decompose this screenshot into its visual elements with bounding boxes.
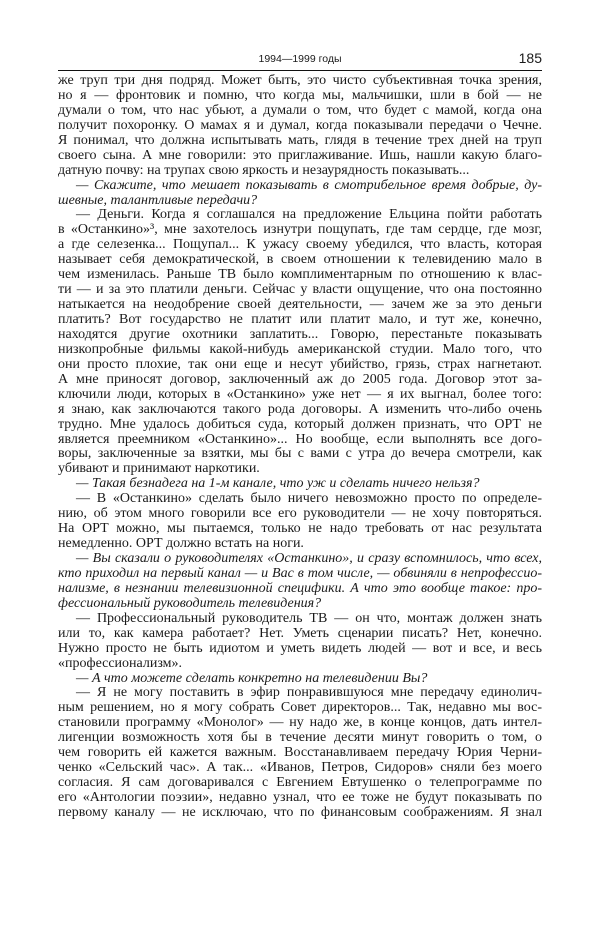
text-line: думали о том, что нас убьют, а думали о том, что будет с мамой, когда она: [58, 102, 542, 118]
text-line: ключили люди, которых в «Останкино» уже нет — я их выгнал, более того:: [58, 386, 542, 402]
text-line: чем говорить ей кажется важным. Восстанавливаем передачу Юрия Черни-: [58, 745, 542, 761]
text-line: ным решением, но я могу собрать Совет директоров... Так, недавно мы вос-: [58, 700, 542, 716]
text-line: или то, как камера работает? Нет. Уметь сценарии писать? Нет, конечно.: [58, 625, 542, 641]
text-line: — Такая безнадега на 1-м канале, что уж и сделать ничего нельзя?: [76, 476, 480, 492]
interview-answer: [58, 208, 542, 477]
text-line: но я — фронтовик и помню, что когда мы, мальчишки, шли в бой — не: [58, 87, 542, 103]
text-line: — Скажите, что мешает показывать в смотрибельное время добрые, ду-: [76, 177, 542, 193]
text-line: кто приходил на первый канал — и Вас в том числе, — обвиняли в непрофессио-: [58, 565, 542, 581]
text-line: а где селезенка... Пощупал... К ужасу своему убедился, что власть, которая: [58, 237, 542, 253]
text-line: — Я не могу поставить в эфир понравившуюся мне передачу единолич-: [76, 685, 542, 701]
text-line: — А что можете сделать конкретно на телевидении Вы?: [76, 670, 428, 686]
text-line: платить? Вот государство не платит или платит мало, и тут же, конечно,: [58, 312, 542, 327]
text-line: На ОРТ можно, мы пытаемся, только не надо требовать от нас результата: [58, 521, 542, 537]
text-line: первому каналу — не исключаю, что по финансовым соображениям. Я знал: [58, 804, 542, 820]
text-line: ти — и за это платили деньги. Сейчас у власти ощущение, что она постоянно: [58, 282, 542, 298]
interview-answer: [58, 612, 542, 672]
text-line: Нужно просто не быть идиотом и уметь видеть людей — вот и все, и весь: [58, 640, 542, 656]
text-line: — Профессиональный руководитель ТВ — он что, монтаж должен знать: [76, 610, 542, 626]
text-line: нализме, в незнании телевизионной специфики. А что это вообще такое: про-: [58, 580, 542, 596]
text-line: же труп три дня подряд. Может быть, это чисто субъективная точка зрения,: [58, 73, 542, 88]
text-line: получит похоронку. О мамах я и думал, когда показывали передачи о Чечне.: [58, 117, 542, 133]
text-line: шевные, талантливые передачи?: [58, 192, 258, 208]
text-line: — В «Останкино» сделать было ничего невозможно просто по определе-: [76, 491, 542, 507]
interview-question: [58, 179, 542, 209]
text-line: низкопробные фильмы какой-нибудь американской студии. Мало того, что: [58, 341, 542, 357]
text-line: я знаю, как заключаются такого рода договоры. А изменить что-либо очень: [58, 401, 542, 417]
text-line: А мне приносят договор, заключенный аж до 2005 года. Договор этот за-: [58, 371, 542, 387]
text-line: согласия. Я сам договаривался с Евгением Евтушенко о телепрограмме по: [58, 775, 542, 791]
page-body: [58, 74, 542, 821]
text-line: в «Останкино»³, мне захотелось изнутри пощупать, где там сердце, где мозг,: [58, 222, 542, 238]
text-line: нию, об этом много говорили все его руководители — не хочу повторяться.: [58, 506, 542, 522]
text-line: фессиональный руководитель телевидения?: [58, 595, 322, 611]
text-line: «профессионализм».: [58, 655, 183, 671]
text-line: называет себя демократической, в своем отношении к телевидению мало в: [58, 252, 542, 268]
text-line: натыкается на неодобрение своей деятельности, — зачем же за это деньги: [58, 297, 542, 313]
text-line: убивают и принимают наркотики.: [58, 461, 260, 477]
text-line: трудно. Мне удалось добиться суда, который должен признать, что ОРТ не: [58, 416, 542, 432]
interview-question: [58, 477, 542, 492]
text-line: — Деньги. Когда я соглашался на предложение Ельцина пойти работать: [76, 207, 542, 223]
text-line: датную почву: на трупах свою яркость и незаурядность показывать...: [58, 162, 470, 178]
interview-answer: [58, 492, 542, 552]
text-line: становили программу «Монолог» — ну надо же, в конце концов, дать интел-: [58, 715, 542, 731]
text-line: является преемником «Останкино»... Но вообще, если выполнять все дого-: [58, 431, 542, 447]
running-title: 1994—1999 годы: [258, 53, 342, 65]
page-header: [58, 50, 542, 71]
text-line: его «Антологии поэзии», недавно узнал, что ее тоже не будут показывать по: [58, 790, 542, 805]
text-line: — Вы сказали о руководителях «Останкино», и сразу вспомнилось, что всех,: [76, 551, 542, 566]
text-line: чем изменилась. Раньше ТВ было комплиментарным по отношению к влас-: [58, 267, 542, 283]
interview-answer: [58, 74, 542, 179]
text-line: они просто плохие, так они еще и несут убийство, грязь, страх нагнетают.: [58, 356, 542, 372]
page-number: 185: [518, 50, 542, 66]
text-line: немедленно. ОРТ должно встать на ноги.: [58, 536, 304, 552]
interview-question: [58, 552, 542, 612]
text-line: воры, заключенные за взятки, мы бы с вами с утра до вечера смотрели, как: [58, 446, 542, 462]
interview-question: [58, 672, 542, 687]
text-line: находятся другие охотники заплатить... Говорю, перестаньте показывать: [58, 326, 542, 342]
text-line: Я понимал, что должна испытывать мать, глядя в течение трех дней на труп: [58, 132, 542, 148]
text-line: лигенции возможность хотя бы в течение десяти минут говорить о том, о: [58, 730, 542, 746]
interview-answer: [58, 686, 542, 820]
text-line: ченко «Сельский час». А так... «Иванов, Петров, Сидоров» сняли без моего: [58, 760, 542, 776]
text-line: своего сына. А мне говорили: это приглаживание. Ишь, нашли какую благо-: [58, 147, 542, 163]
